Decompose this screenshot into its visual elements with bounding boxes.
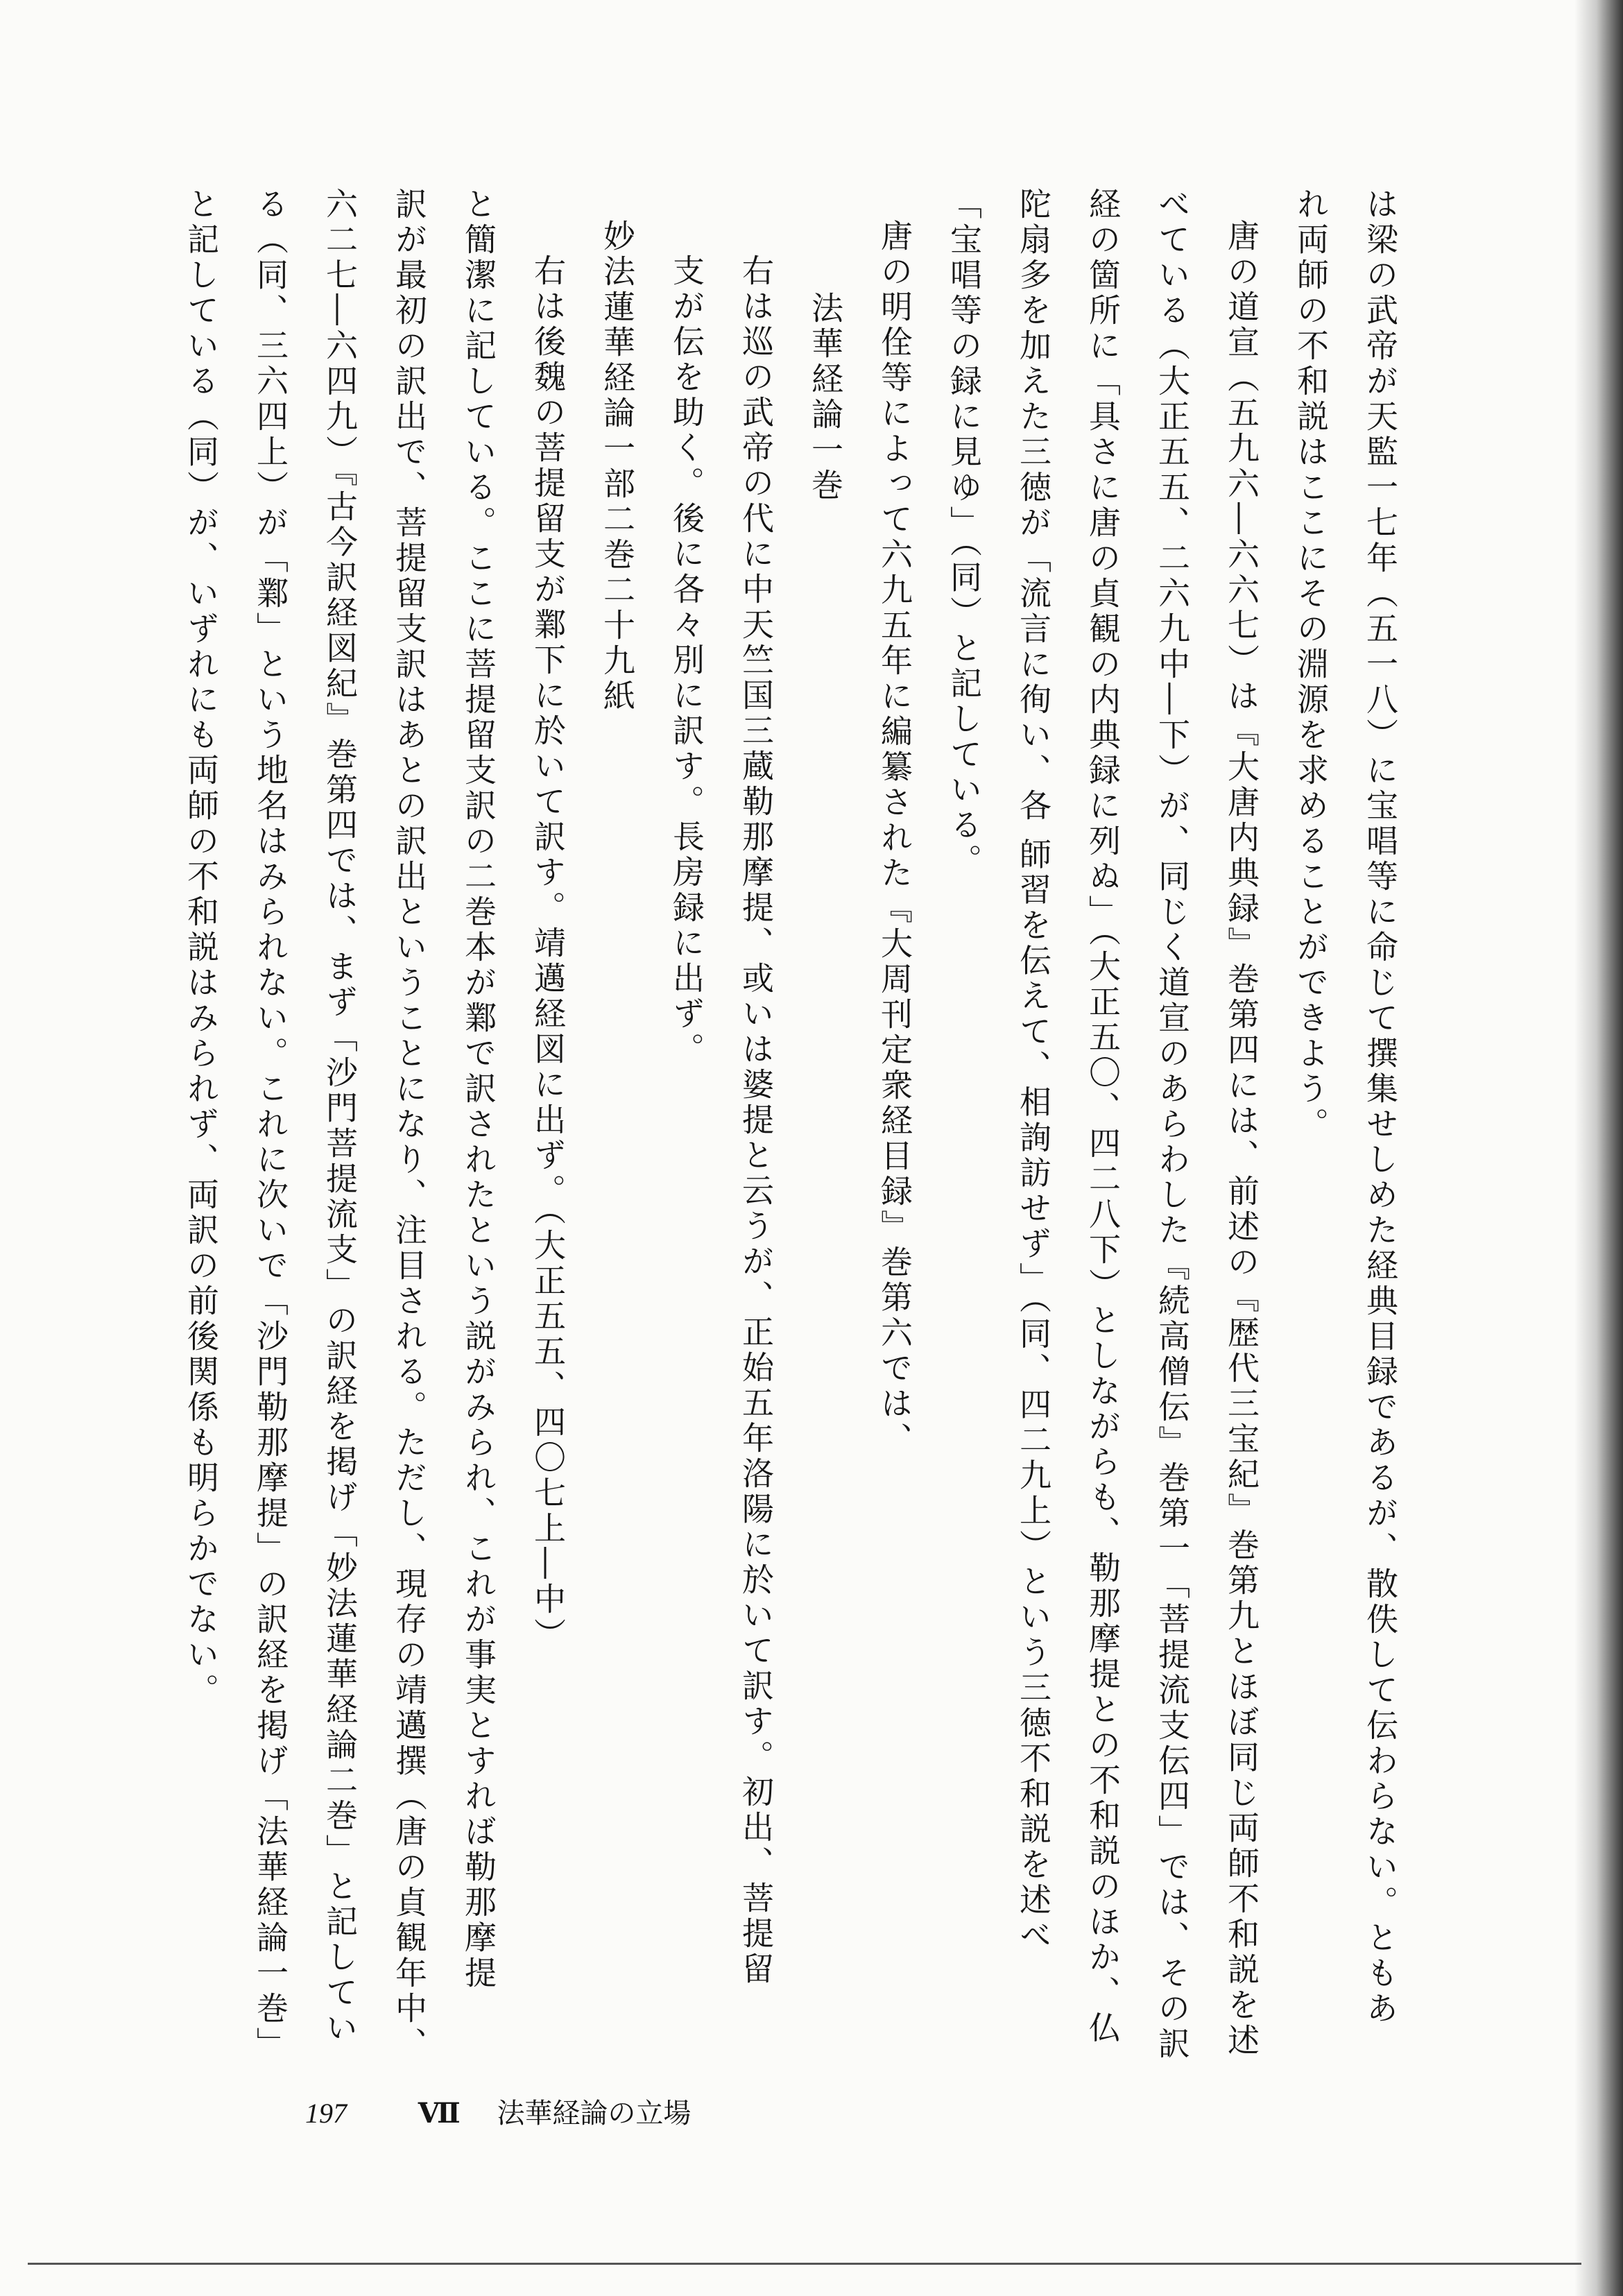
text-column-15: 訳が最初の訳出で、菩提留支訳はあとの訳出ということになり、注目される。ただし、現存の靖邁撰（唐の貞観年中、 (390, 187, 428, 2062)
quoted-text-column-10: 右は巡の武帝の代に中天竺国三蔵勒那摩提、或いは婆提と云うが、正始五年洛陽に於いて訳す。初出、菩提留 (737, 254, 775, 1987)
text-column-1: は梁の武帝が天監一七年（五一八）に宝唱等に命じて撰集せしめた経典目録であるが、散佚して伝わらない。ともあ (1362, 187, 1399, 2027)
bottom-rule-divider (28, 2263, 1581, 2265)
text-column-2: れ両師の不和説はここにその淵源を求めることができよう。 (1292, 187, 1330, 1142)
chapter-title: 法華経論の立場 (497, 2098, 692, 2130)
text-column-5: 経の箇所に「具さに唐の貞観の内典録に列ぬ」（大正五〇、四二八下）としながらも、勒那摩提との不和説のほか、仏 (1084, 187, 1122, 2046)
text-column-17: る（同、三六四上）が「鄴」という地名はみられない。これに次いで「沙門勒那摩提」の訳経を掲げ「法華経論一巻」 (252, 187, 289, 2062)
text-column-6: 陀扇多を加えた三徳が「流言に徇い、各 師習を伝えて、相詢訪せず」（同、四二九上）という三徳不和説を述べ (1015, 187, 1052, 1954)
text-column-3: 唐の道宣（五九六―六六七）は『大唐内典録』巻第四には、前述の『歴代三宝紀』巻第九とほぼ同じ両師不和説を述 (1223, 219, 1260, 2059)
text-column-16: 六二七―六四九）『古今訳経図紀』巻第四では、まず「沙門菩提流支」の訳経を掲げ「妙法蓮華経論二巻」と記してい (321, 187, 359, 2046)
page-number: 197 (305, 2098, 347, 2129)
quoted-title-column-9: 法華経論一巻 (807, 291, 844, 504)
quoted-text-column-11: 支が伝を助く。後に各々別に訳す。長房録に出ず。 (668, 254, 705, 1068)
text-column-7: 「宝唱等の録に見ゆ」（同）と記している。 (945, 187, 983, 879)
page-footer (305, 2091, 691, 2131)
quoted-text-column-13: 右は後魏の菩提留支が鄴下に於いて訳す。靖邁経図に出ず。（大正五五、四〇七上―中） (529, 254, 567, 1653)
vertical-text-body (182, 187, 1415, 2062)
text-column-4: べている（大正五五、二六九中―下）が、同じく道宣のあらわした『続高僧伝』巻第一「菩提流支伝四」では、その訳 (1153, 187, 1191, 2062)
text-column-14: と簡潔に記している。ここに菩提留支訳の二巻本が鄴で訳されたという説がみられ、これが事実とすれば勒那摩提 (460, 187, 497, 1991)
chapter-number: Ⅶ (418, 2097, 461, 2130)
text-column-8: 唐の明佺等によって六九五年に編纂された『大周刊定衆経目録』巻第六では、 (876, 219, 913, 1457)
text-column-18: と記している（同）が、いずれにも両師の不和説はみられず、両訳の前後関係も明らかでない。 (182, 187, 220, 1708)
quoted-title-column-12: 妙法蓮華経論一部二巻二十九紙 (599, 219, 636, 714)
page-binding-shadow (1574, 0, 1623, 2296)
